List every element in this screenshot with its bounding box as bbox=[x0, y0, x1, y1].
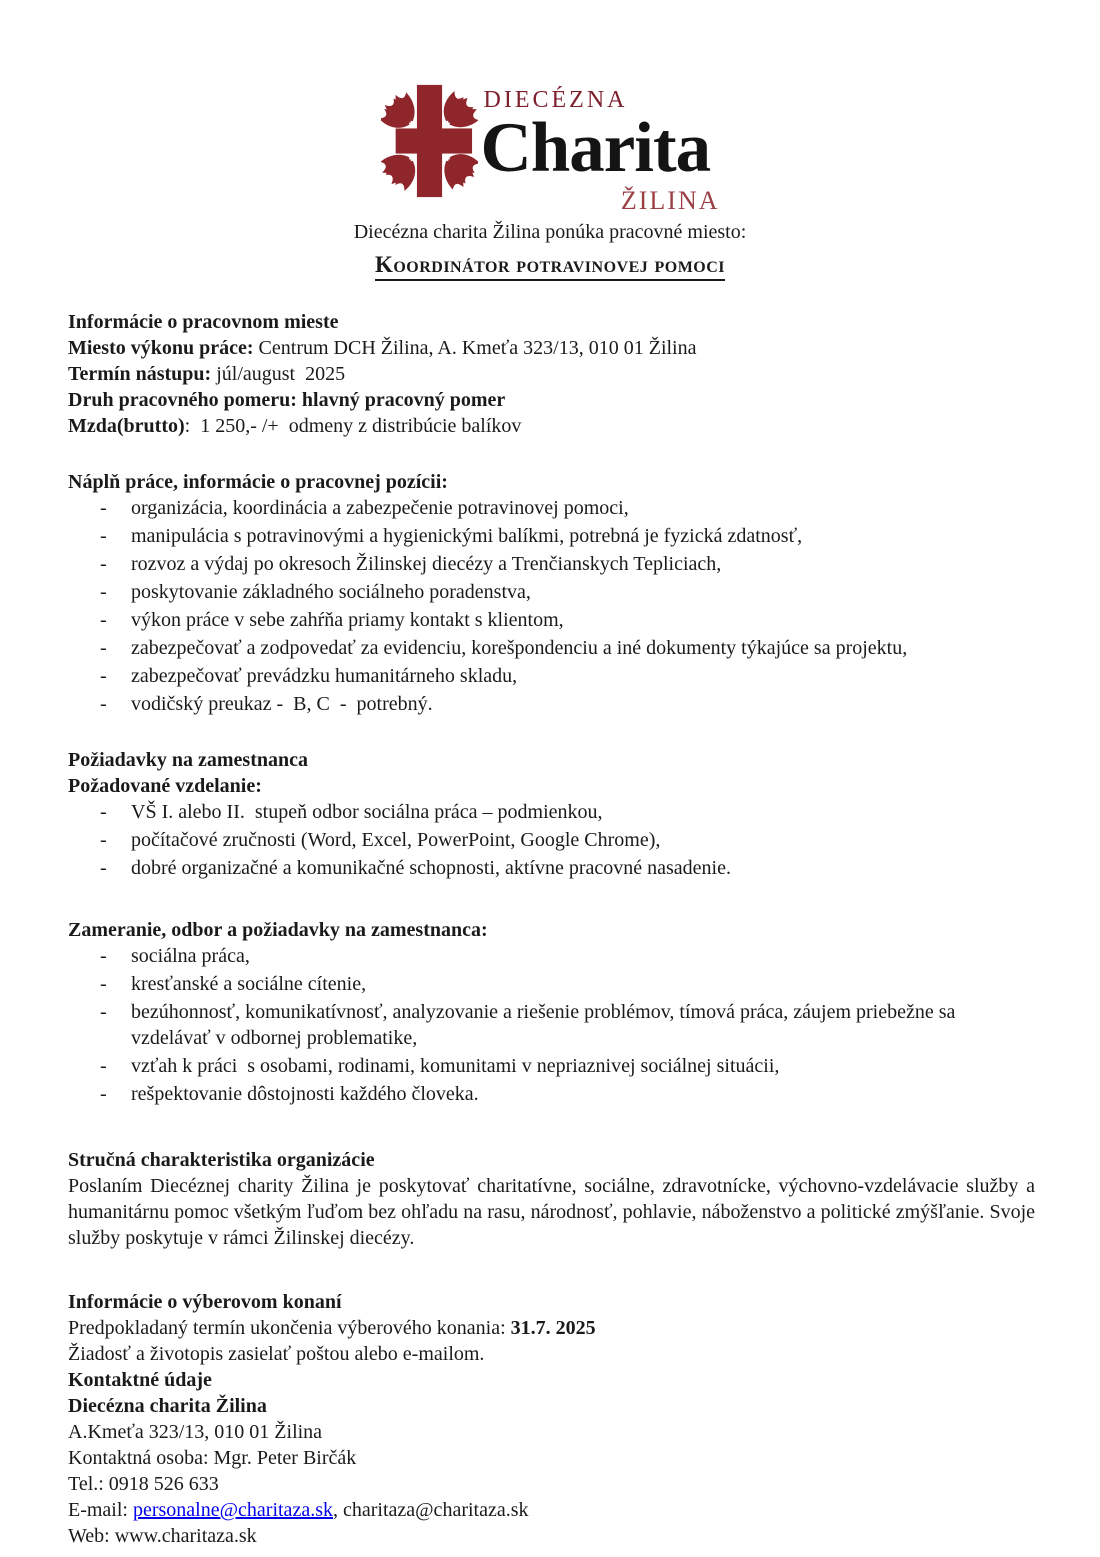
list-item: - rešpektovanie dôstojnosti každého človeka. bbox=[68, 1081, 1035, 1107]
contact-person: Kontaktná osoba: Mgr. Peter Birčák bbox=[68, 1447, 357, 1470]
info-row-value: júl/august 2025 bbox=[211, 363, 346, 386]
list-item: - organizácia, koordinácia a zabezpečenie potravinovej pomoci, bbox=[68, 495, 1035, 521]
email-label: E-mail: bbox=[68, 1499, 133, 1522]
list-item: - zabezpečovať a zodpovedať za evidenciu, korešpondenciu a iné dokumenty týkajúce sa projektu, bbox=[68, 635, 1035, 661]
email-line bbox=[68, 1497, 1035, 1523]
email-link[interactable]: personalne@charitaza.sk bbox=[132, 1499, 333, 1522]
intro-line: Diecézna charita Žilina ponúka pracovné miesto: bbox=[353, 221, 747, 243]
list-item: - vzťah k práci s osobami, rodinami, komunitami v nepriaznivej sociálnej situácii, bbox=[68, 1053, 1035, 1079]
info-row bbox=[68, 413, 1035, 439]
section-heading: Náplň práce, informácie o pracovnej pozícii: bbox=[68, 471, 448, 494]
list-item: - manipulácia s potravinovými a hygienickými balíkmi, potrebná je fyzická zdatnosť, bbox=[68, 523, 1035, 549]
org-name: Diecézna charita Žilina bbox=[68, 1395, 267, 1418]
email-secondary: , charitaza@charitaza.sk bbox=[332, 1499, 529, 1522]
caritas-cross-icon bbox=[381, 82, 478, 205]
contact-tel: Tel.: 0918 526 633 bbox=[68, 1473, 219, 1496]
list-item: - dobré organizačné a komunikačné schopnosti, aktívne pracovné nasadenie. bbox=[68, 855, 1035, 881]
list-item: - zabezpečovať prevádzku humanitárneho skladu, bbox=[68, 663, 1035, 689]
section-subheading: Požadované vzdelanie: bbox=[68, 775, 262, 798]
info-row-label: Termín nástupu: bbox=[68, 363, 212, 386]
section-heading: Požiadavky na zamestnanca bbox=[68, 749, 308, 772]
info-row-value: Centrum DCH Žilina, A. Kmeťa 323/13, 010 01 Žilina bbox=[253, 337, 697, 360]
apply-line: Žiadosť a životopis zasielať poštou alebo e-mailom. bbox=[68, 1343, 485, 1366]
list-item: - výkon práce v sebe zahŕňa priamy kontakt s klientom, bbox=[68, 607, 1035, 633]
logo-text-zilina: ŽILINA bbox=[620, 186, 720, 215]
about-paragraph: Poslaním Diecéznej charity Žilina je poskytovať charitatívne, sociálne, zdravotnícke, výchovno-vzdelávacie služby a humanitárnu pomoc všetkým ľuďom bez ohľadu na rasu, národnosť, pohlavie, náboženstvo a politické zmýšľanie. Svoje služby poskytuje v rámci Žilinskej diecézy. bbox=[68, 1175, 1035, 1250]
logo-wordmark bbox=[480, 82, 720, 215]
duties-list bbox=[68, 495, 1035, 717]
list-item: - poskytovanie základného sociálneho poradenstva, bbox=[68, 579, 1035, 605]
info-row-label: Druh pracovného pomeru: hlavný pracovný pomer bbox=[68, 389, 506, 412]
logo-text-diecezna: DIECÉZNA bbox=[483, 87, 628, 113]
document-body bbox=[0, 309, 1100, 1549]
info-row bbox=[68, 387, 1035, 413]
section-about bbox=[68, 1147, 1035, 1251]
info-row-label: Miesto výkonu práce: bbox=[68, 337, 254, 360]
job-title: Koordinátor potravinovej pomoci bbox=[375, 252, 725, 281]
section-selection bbox=[68, 1289, 1035, 1549]
logo-text-charita: Charita bbox=[480, 109, 711, 187]
list-item: - sociálna práca, bbox=[68, 943, 1035, 969]
info-row bbox=[68, 335, 1035, 361]
info-row-value: : 1 250,- /+ odmeny z distribúcie balíkov bbox=[184, 415, 522, 438]
list-item: - rozvoz a výdaj po okresoch Žilinskej diecézy a Trenčianskych Tepliciach, bbox=[68, 551, 1035, 577]
section-focus bbox=[68, 917, 1035, 1107]
list-item: - vodičský preukaz - B, C - potrebný. bbox=[68, 691, 1035, 717]
deadline-line bbox=[68, 1315, 1035, 1341]
org-address: A.Kmeťa 323/13, 010 01 Žilina bbox=[68, 1421, 323, 1444]
section-heading: Stručná charakteristika organizácie bbox=[68, 1149, 375, 1172]
deadline-date: 31.7. 2025 bbox=[510, 1317, 596, 1340]
info-row-label: Mzda(brutto) bbox=[68, 415, 185, 438]
info-row bbox=[68, 361, 1035, 387]
list-item: - kresťanské a sociálne cítenie, bbox=[68, 971, 1035, 997]
list-item: - bezúhonnosť, komunikatívnosť, analyzovanie a riešenie problémov, tímová práca, záujem priebežne sa vzdelávať v odbornej problematike, bbox=[68, 999, 1035, 1051]
list-item: - VŠ I. alebo II. stupeň odbor sociálna práca – podmienkou, bbox=[68, 799, 1035, 825]
job-title-wrap bbox=[0, 252, 1100, 281]
section-duties bbox=[68, 469, 1035, 717]
section-heading: Informácie o pracovnom mieste bbox=[68, 311, 339, 334]
contact-heading: Kontaktné údaje bbox=[68, 1369, 212, 1392]
section-job-info bbox=[68, 309, 1035, 439]
web-line: Web: www.charitaza.sk bbox=[68, 1525, 257, 1548]
focus-list bbox=[68, 943, 1035, 1107]
list-item: - počítačové zručnosti (Word, Excel, PowerPoint, Google Chrome), bbox=[68, 827, 1035, 853]
section-heading: Informácie o výberovom konaní bbox=[68, 1291, 342, 1314]
charita-logo bbox=[0, 82, 1100, 214]
section-requirements bbox=[68, 747, 1035, 881]
section-heading: Zameranie, odbor a požiadavky na zamestnanca: bbox=[68, 919, 488, 942]
deadline-label: Predpokladaný termín ukončenia výberového konania: bbox=[68, 1317, 511, 1340]
requirements-list bbox=[68, 799, 1035, 881]
